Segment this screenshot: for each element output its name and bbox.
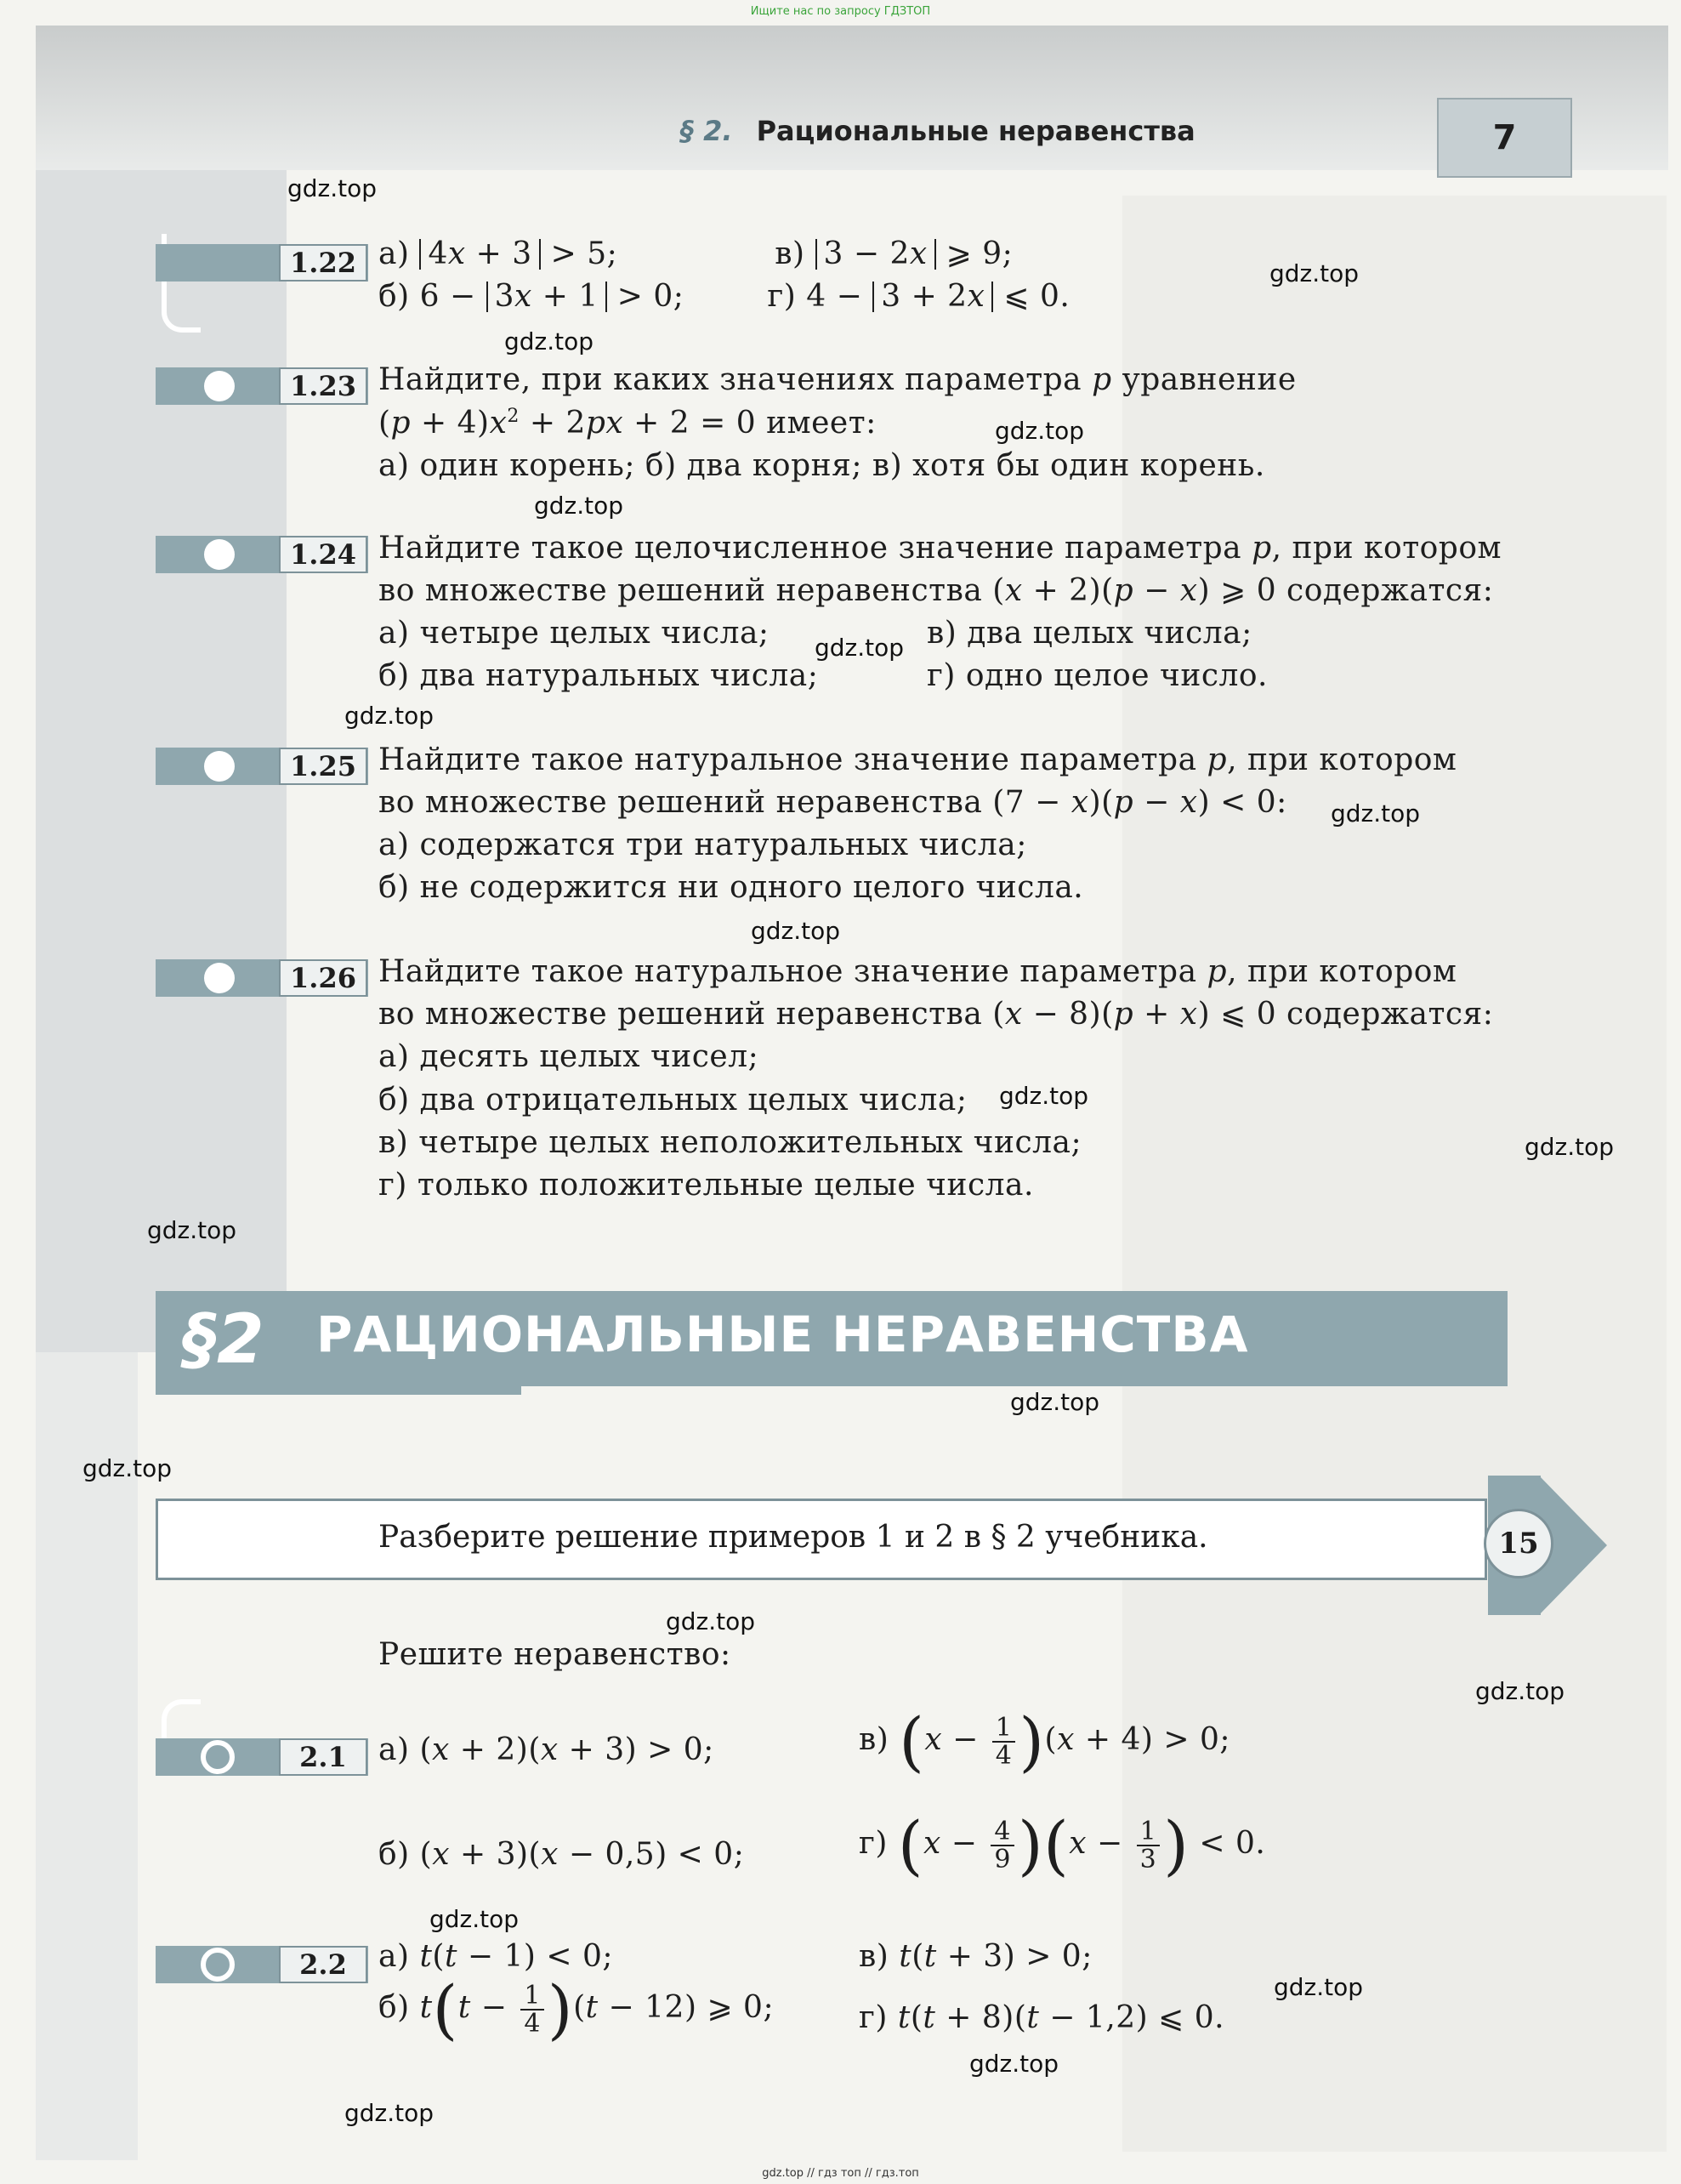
- task-1-24-a: а) четыре целых числа;: [378, 616, 770, 651]
- header-section: § 2.: [680, 115, 733, 147]
- solve-label: Решите неравенство:: [378, 1637, 731, 1672]
- text: при котором: [1247, 954, 1457, 989]
- task-number: 1.23: [279, 367, 367, 405]
- task-1-26-c: в) четыре целых неположительных числа;: [378, 1125, 1082, 1160]
- difficulty-dot: [204, 371, 235, 401]
- text: Найдите, при каких значениях параметра: [378, 362, 1082, 397]
- watermark: gdz.top: [751, 917, 841, 945]
- text: Найдите такое натуральное значение параметра: [378, 954, 1197, 989]
- task-1-25-line1: Найдите такое натуральное значение параметра p, при котором: [378, 742, 1457, 777]
- watermark: gdz.top: [1331, 799, 1421, 828]
- task-1-24-line2: во множестве решений неравенства (x + 2)(p − x) ⩾ 0 содержатся:: [378, 573, 1494, 608]
- text: содержатся:: [1286, 573, 1494, 608]
- watermark: gdz.top: [344, 2099, 434, 2127]
- task-1-22-row2: б) 6 − 3x + 1 > 0; г) 4 − 3 + 2x ⩽ 0.: [378, 279, 1071, 314]
- watermark: gdz.top: [1269, 259, 1360, 287]
- watermark: gdz.top: [1274, 1973, 1364, 2001]
- watermark: gdz.top: [1475, 1677, 1565, 1705]
- task-2-1-v: в) (x − $\frac{1}{4}$ )(x + 4) > 0;: [859, 1703, 1230, 1779]
- task-number: 1.22: [279, 244, 367, 282]
- task-1-22-row1: а) 4x + 3 > 5; в) 3 − 2x ⩾ 9;: [378, 236, 1014, 271]
- header-title: Рациональные неравенства: [756, 115, 1195, 147]
- task-number: 1.25: [279, 748, 367, 785]
- page-header-bar: [36, 26, 1668, 170]
- watermark: gdz.top: [82, 1454, 173, 1482]
- difficulty-ring: [201, 1948, 235, 1982]
- task-1-24-line1: Найдите такое целочисленное значение параметра p, при котором: [378, 531, 1502, 566]
- task-2-2-v: в) t(t + 3) > 0;: [859, 1939, 1093, 1974]
- text: во множестве решений неравенства: [378, 785, 983, 820]
- task-1-23-line3: а) один корень; б) два корня; в) хотя бы один корень.: [378, 448, 1265, 483]
- page-number: 7: [1437, 98, 1572, 178]
- left-margin-band: [36, 26, 287, 1352]
- difficulty-dot: [204, 539, 235, 570]
- watermark: gdz.top: [287, 174, 378, 202]
- watermark: gdz.top: [504, 327, 594, 355]
- watermark: gdz.top: [147, 1216, 237, 1244]
- task-number: 1.26: [279, 959, 367, 997]
- watermark: gdz.top: [999, 1082, 1089, 1110]
- task-2-2-b: б) t(t − $\frac{1}{4}$ )(t − 12) ⩾ 0;: [378, 1971, 775, 2047]
- task-1-26-a: а) десять целых чисел;: [378, 1039, 759, 1074]
- watermark: gdz.top: [815, 634, 905, 662]
- task-number: 1.24: [279, 536, 367, 573]
- section-title: РАЦИОНАЛЬНЫЕ НЕРАВЕНСТВА: [316, 1305, 1249, 1363]
- bottom-note: gdz.top // гдз топ // гдз.топ: [762, 2167, 919, 2180]
- difficulty-ring: [201, 1740, 235, 1774]
- text: Найдите такое натуральное значение параметра: [378, 742, 1197, 777]
- watermark: gdz.top: [969, 2050, 1059, 2078]
- task-number: 2.2: [279, 1946, 367, 1983]
- task-1-26-b: б) два отрицательных целых числа;: [378, 1083, 968, 1118]
- task-1-26-line2: во множестве решений неравенства (x − 8)(p + x) ⩽ 0 содержатся:: [378, 997, 1494, 1032]
- text: во множестве решений неравенства: [378, 997, 983, 1032]
- task-1-23-line2: $(p + 4)x^2 + 2px + 2 = 0$ имеет:: [378, 406, 877, 441]
- top-note: Ищите нас по запросу ГДЗТОП: [750, 5, 931, 18]
- task-1-25-a: а) содержатся три натуральных числа;: [378, 828, 1027, 862]
- running-header: [680, 115, 1195, 147]
- task-1-25-b: б) не содержится ни одного целого числа.: [378, 870, 1084, 905]
- difficulty-dot: [204, 963, 235, 993]
- watermark: gdz.top: [1010, 1388, 1100, 1416]
- watermark: gdz.top: [429, 1905, 520, 1933]
- task-1-24-b: в) два целых числа;: [927, 616, 1252, 651]
- task-2-2-g: г) t(t + 8)(t − 1,2) ⩽ 0.: [859, 2000, 1225, 2035]
- watermark: gdz.top: [1525, 1133, 1615, 1161]
- task-1-23-line1: Найдите, при каких значениях параметра p уравнение: [378, 362, 1297, 397]
- text: Найдите такое целочисленное значение параметра: [378, 531, 1242, 566]
- text: содержатся:: [1286, 997, 1494, 1032]
- task-1-24-d: г) одно целое число.: [927, 658, 1268, 693]
- info-text: Разберите решение примеров 1 и 2 в § 2 учебника.: [378, 1520, 1208, 1555]
- watermark: gdz.top: [344, 702, 434, 730]
- section-number: §2: [183, 1300, 264, 1379]
- text: при котором: [1292, 531, 1502, 566]
- text: при котором: [1247, 742, 1457, 777]
- task-2-1-g: г) (x − $\frac{4}{9}$ )(x − $\frac{1}{3}$ ) < 0.: [859, 1807, 1266, 1883]
- task-1-26-line1: Найдите такое натуральное значение параметра p, при котором: [378, 954, 1457, 989]
- task-2-2-a: а) t(t − 1) < 0;: [378, 1939, 614, 1974]
- task-1-26-d: г) только положительные целые числа.: [378, 1168, 1034, 1203]
- text: во множестве решений неравенства: [378, 573, 983, 608]
- task-number: 2.1: [279, 1738, 367, 1776]
- task-2-1-b: б) (x + 3)(x − 0,5) < 0;: [378, 1837, 745, 1872]
- textbook-page-ref: 15: [1484, 1509, 1553, 1578]
- task-2-1-a: а) (x + 2)(x + 3) > 0;: [378, 1732, 714, 1767]
- task-1-25-line2: во множестве решений неравенства (7 − x)(p − x) < 0:: [378, 785, 1287, 820]
- difficulty-dot: [204, 751, 235, 782]
- task-1-24-c: б) два натуральных числа;: [378, 658, 819, 693]
- watermark: gdz.top: [666, 1607, 756, 1635]
- section-banner-underline: [156, 1386, 521, 1395]
- watermark: gdz.top: [534, 492, 624, 520]
- watermark: gdz.top: [995, 417, 1085, 445]
- text: имеет:: [766, 406, 877, 441]
